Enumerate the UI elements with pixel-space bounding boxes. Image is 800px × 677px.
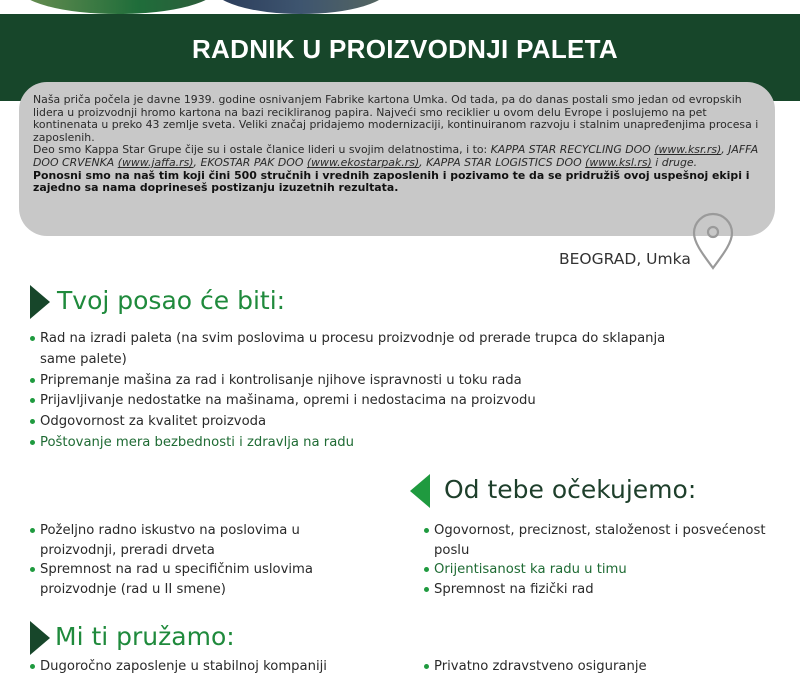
duties-list bbox=[30, 329, 670, 454]
list-item: Dugoročno zaposlenje u stabilnoj kompaniji bbox=[30, 657, 390, 677]
group-paragraph bbox=[33, 144, 761, 169]
photo-factory bbox=[212, 0, 390, 14]
offer-title: Mi ti pružamo: bbox=[55, 622, 235, 651]
list-item: Spremnost na rad u specifičnim uslovima proizvodnje (rad u II smene) bbox=[30, 560, 320, 599]
link-jaffa[interactable]: (www.jaffa.rs) bbox=[117, 155, 194, 169]
list-item: Privatno zdravstveno osiguranje bbox=[424, 657, 774, 677]
list-item: Prijavljivanje nedostatke na mašinama, opremi i nedostacima na proizvodu bbox=[30, 391, 670, 412]
link-ksl[interactable]: (www.ksl.rs) bbox=[585, 155, 652, 169]
location-pin-icon bbox=[692, 212, 734, 270]
company-ekostar: , EKOSTAR PAK DOO bbox=[193, 155, 307, 169]
section-arrow-icon bbox=[30, 621, 50, 655]
photo-pallet-worker bbox=[18, 0, 218, 14]
closing-paragraph: Ponosni smo na naš tim koji čini 500 stručnih i vrednih zaposlenih i pozivamo te da se pridružiš ovoj uspešnoj ekipi i zajedno sa nama doprineseš postizanju izuzetnih rezultata. bbox=[33, 168, 750, 195]
expectations-title: Od tebe očekujemo: bbox=[444, 475, 697, 504]
list-item: Spremnost na fizički rad bbox=[424, 580, 774, 600]
company-ksl: , KAPPA STAR LOGISTICS DOO bbox=[419, 155, 586, 169]
list-item: Ogovornost, preciznost, staloženost i posvećenost poslu bbox=[424, 521, 774, 560]
list-item: Orijentisanost ka radu u timu bbox=[424, 560, 774, 580]
section-arrow-icon bbox=[410, 474, 430, 508]
expectations-left-list bbox=[30, 521, 320, 599]
link-ekostar[interactable]: (www.ekostarpak.rs) bbox=[306, 155, 420, 169]
list-item: Pripremanje mašina za rad i kontrolisanje njihove ispravnosti u toku rada bbox=[30, 371, 670, 392]
duties-title: Tvoj posao će biti: bbox=[57, 286, 286, 315]
group-prefix: Deo smo Kappa Star Grupe čije su i ostale članice lideri u svojim delatnostima, i to: bbox=[33, 143, 491, 157]
offer-right-list bbox=[424, 657, 774, 677]
section-arrow-icon bbox=[30, 285, 50, 319]
list-item: Poštovanje mera bezbednosti i zdravlja na radu bbox=[30, 433, 670, 454]
job-title: RADNIK U PROIZVODNJI PALETA bbox=[191, 34, 619, 64]
company-jaffa: , JAFFA DOO CRVENKA bbox=[33, 143, 759, 169]
expectations-right-list bbox=[424, 521, 774, 599]
group-suffix: i druge. bbox=[651, 155, 698, 169]
intro-paragraph: Naša priča počela je davne 1939. godine osnivanjem Fabrike kartona Umka. Od tada, pa do danas postali smo jedan od evropskih lidera u proizvodnji hromo kartona na bazi recikliranog papira. Najveći smo reciklier u ovom delu Evrope i poslujemo na pet kontinenata u preko 43 zemlje sveta. Veliki značaj pridajemo modernizaciji, kontinuiranom razvoju i stalnim unapređenjima procesa i zaposlenih. bbox=[33, 93, 759, 144]
header-photo bbox=[0, 0, 800, 14]
company-ksr: KAPPA STAR RECYCLING DOO bbox=[490, 143, 651, 157]
link-ksr[interactable]: (www.ksr.rs) bbox=[654, 143, 722, 157]
location-label: BEOGRAD, Umka bbox=[559, 250, 691, 268]
list-item: Rad na izradi paleta (na svim poslovima u procesu proizvodnje od prerade trupca do sklapanja same palete) bbox=[30, 329, 670, 371]
list-item: Poželjno radno iskustvo na poslovima u proizvodnji, preradi drveta bbox=[30, 521, 320, 560]
offer-left-list bbox=[30, 657, 390, 677]
list-item: Odgovornost za kvalitet proizvoda bbox=[30, 412, 670, 433]
company-intro-box bbox=[19, 82, 775, 236]
